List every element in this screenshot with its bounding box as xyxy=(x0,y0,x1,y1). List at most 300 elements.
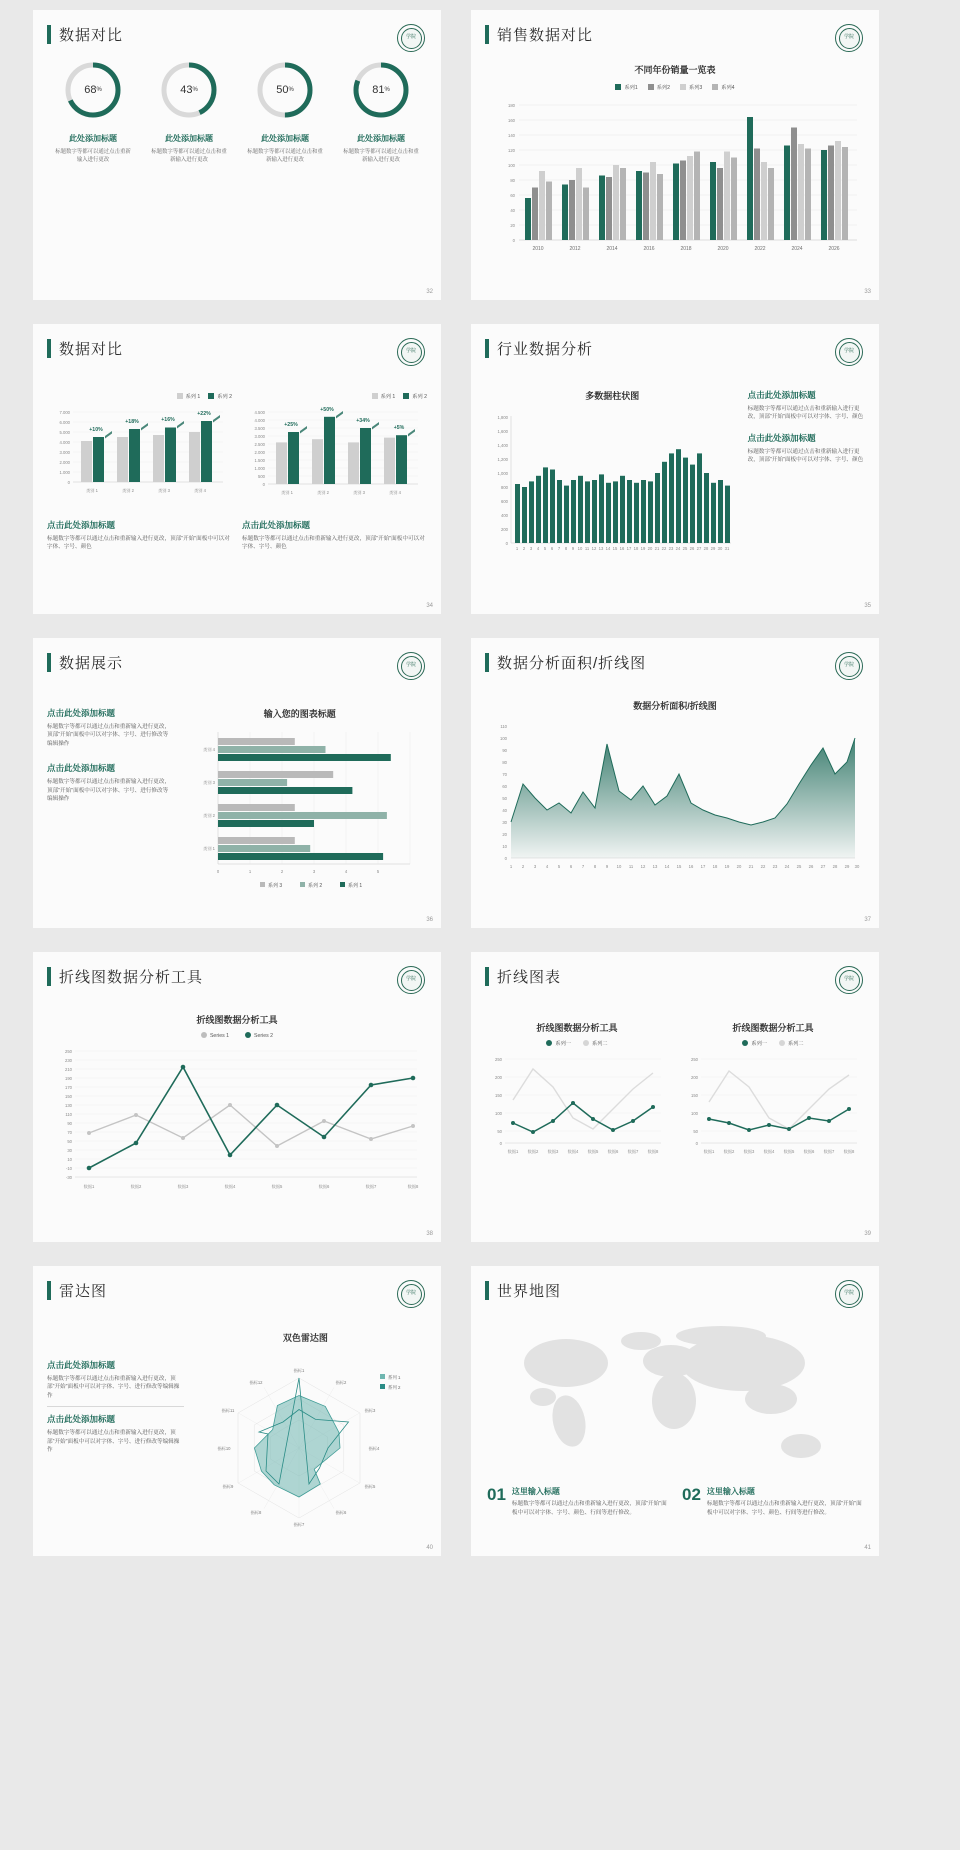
svg-text:数据5: 数据5 xyxy=(783,1149,795,1154)
caption-row xyxy=(33,515,441,552)
svg-text:+16%: +16% xyxy=(161,417,175,423)
svg-text:230: 230 xyxy=(65,1058,72,1063)
bar-chart xyxy=(242,400,422,510)
svg-text:数据6: 数据6 xyxy=(607,1149,619,1154)
caption-block xyxy=(242,519,427,552)
svg-text:8: 8 xyxy=(593,864,597,869)
svg-text:4: 4 xyxy=(545,864,549,869)
svg-text:130: 130 xyxy=(65,1103,72,1108)
svg-text:15: 15 xyxy=(676,864,682,869)
item-desc: 标题数字等都可以通过点击和重新输入进行更改，顶部“开始”面板中可以对字体、字号、颜色、行间等进行修改。 xyxy=(511,1501,667,1516)
school-logo-icon xyxy=(397,24,425,52)
svg-text:24: 24 xyxy=(784,864,790,869)
svg-text:40: 40 xyxy=(510,208,515,213)
text-block xyxy=(47,1413,184,1454)
donut-desc: 标题数字等都可以通过点击和重新输入进行更改 xyxy=(343,149,419,164)
page-title: 行业数据分析 xyxy=(497,341,594,358)
svg-text:600: 600 xyxy=(501,499,508,504)
number-item[interactable] xyxy=(487,1486,668,1517)
svg-text:类别 3: 类别 3 xyxy=(203,780,216,785)
svg-text:数据4: 数据4 xyxy=(763,1149,775,1154)
chart-column xyxy=(184,1331,427,1539)
svg-text:数据8: 数据8 xyxy=(647,1149,659,1154)
svg-text:20: 20 xyxy=(736,864,742,869)
growth-chart-left xyxy=(47,393,232,515)
svg-text:6: 6 xyxy=(569,864,573,869)
svg-text:150: 150 xyxy=(495,1093,502,1098)
svg-text:5: 5 xyxy=(543,546,547,551)
item-title: 这里输入标题 xyxy=(511,1487,560,1497)
svg-text:1,800: 1,800 xyxy=(497,415,508,420)
item-index: 01 xyxy=(487,1485,506,1505)
svg-text:26: 26 xyxy=(808,864,814,869)
multi-bar-chart xyxy=(485,408,735,568)
svg-text:1,600: 1,600 xyxy=(497,429,508,434)
slide-sales-comparison[interactable] xyxy=(471,10,879,300)
chart-title: 折线图数据分析工具 xyxy=(732,1023,814,1033)
svg-text:数据3: 数据3 xyxy=(177,1184,189,1189)
svg-text:26: 26 xyxy=(689,546,695,551)
svg-text:3: 3 xyxy=(529,546,533,551)
slide-number: 41 xyxy=(864,1545,871,1551)
school-logo-icon xyxy=(835,966,863,994)
svg-text:21: 21 xyxy=(654,546,660,551)
chart-column xyxy=(485,389,740,573)
slide-area-line-chart[interactable] xyxy=(471,638,879,928)
line-chart xyxy=(679,1047,861,1167)
svg-text:数据6: 数据6 xyxy=(803,1149,815,1154)
svg-text:7.000: 7.000 xyxy=(59,410,70,415)
svg-text:4.000: 4.000 xyxy=(59,440,70,445)
donut-desc: 标题数字等都可以通过点击和重新输入进行更改 xyxy=(151,149,227,164)
donut-value: 43 % xyxy=(180,84,198,96)
svg-text:110: 110 xyxy=(65,1112,72,1117)
svg-text:23: 23 xyxy=(772,864,778,869)
text-block xyxy=(47,1359,184,1400)
school-logo-icon xyxy=(397,1280,425,1308)
svg-text:10: 10 xyxy=(67,1157,72,1162)
svg-text:2022: 2022 xyxy=(754,246,766,252)
block-desc: 标题数字等都可以通过点击和重新输入进行更改，顶部“开始”面板中可以对字体、字号、进行修改等编辑操作 xyxy=(47,1430,180,1453)
slide-header xyxy=(33,1266,441,1301)
svg-text:170: 170 xyxy=(65,1085,72,1090)
svg-text:70: 70 xyxy=(502,772,507,777)
legend-item: 系列二 xyxy=(779,1040,804,1047)
chart-row xyxy=(471,1021,879,1172)
world-map-graphic xyxy=(471,1301,879,1533)
svg-text:250: 250 xyxy=(495,1057,502,1062)
svg-text:数据4: 数据4 xyxy=(567,1149,579,1154)
donut-chart xyxy=(62,59,124,121)
slide-header xyxy=(33,952,441,987)
radar-chart xyxy=(184,1344,414,1534)
school-logo-icon xyxy=(835,24,863,52)
slide-data-comparison-donuts[interactable] xyxy=(33,10,441,300)
svg-text:2018: 2018 xyxy=(680,246,692,252)
donut-item[interactable] xyxy=(147,59,231,165)
svg-text:0: 0 xyxy=(504,856,507,861)
chart-title: 数据分析面积/折线图 xyxy=(633,701,717,711)
page-title: 数据对比 xyxy=(59,341,124,358)
slide-header xyxy=(33,10,441,45)
donut-item[interactable] xyxy=(243,59,327,165)
svg-text:数据6: 数据6 xyxy=(318,1184,330,1189)
svg-text:系列 2: 系列 2 xyxy=(308,883,323,889)
svg-text:系列 2: 系列 2 xyxy=(387,1385,401,1390)
svg-text:数据2: 数据2 xyxy=(527,1149,539,1154)
svg-text:18: 18 xyxy=(633,546,639,551)
legend-item: 系列一 xyxy=(742,1040,767,1047)
svg-text:类别 2: 类别 2 xyxy=(203,813,216,818)
svg-text:+50%: +50% xyxy=(320,407,334,413)
block-desc: 标题数字等都可以通过点击和重新输入进行更改，顶部“开始”面板中可以对字体、字号、进行修改等编辑操作 xyxy=(47,779,171,802)
svg-text:5: 5 xyxy=(557,864,561,869)
svg-text:28: 28 xyxy=(703,546,709,551)
svg-text:1.000: 1.000 xyxy=(59,470,70,475)
svg-text:10: 10 xyxy=(616,864,622,869)
svg-text:13: 13 xyxy=(598,546,604,551)
donut-value: 68 % xyxy=(84,84,102,96)
logo-inner-text: 学院 xyxy=(401,1284,422,1305)
chart-title: 多数据柱状图 xyxy=(585,391,640,401)
svg-text:2012: 2012 xyxy=(569,246,581,252)
svg-text:9: 9 xyxy=(605,864,609,869)
svg-text:1: 1 xyxy=(249,869,252,874)
svg-text:1,400: 1,400 xyxy=(497,443,508,448)
svg-text:23: 23 xyxy=(668,546,674,551)
slide-line-analysis-tool[interactable] xyxy=(33,952,441,1242)
content-row xyxy=(33,699,441,899)
svg-text:16: 16 xyxy=(688,864,694,869)
donut-desc: 标题数字等都可以通过点击和重新输入进行更改 xyxy=(247,149,323,164)
svg-text:250: 250 xyxy=(691,1057,698,1062)
text-block xyxy=(47,762,172,803)
school-logo-icon xyxy=(835,338,863,366)
chart-legend xyxy=(33,1032,441,1039)
page-title: 数据分析面积/折线图 xyxy=(497,655,647,672)
donut-row xyxy=(33,45,441,165)
svg-text:4.500: 4.500 xyxy=(254,410,265,415)
block-desc: 标题数字等都可以通过点击和重新输入进行更改，顶部“开始”面板中可以对字体、字号、进行修改等编辑操作 xyxy=(47,724,171,747)
svg-text:20: 20 xyxy=(510,223,515,228)
chart-legend xyxy=(679,1040,867,1047)
svg-text:200: 200 xyxy=(495,1075,502,1080)
svg-text:60: 60 xyxy=(510,193,515,198)
block-desc: 标题数字等都可以通过点击和重新输入进行更改，顶部“开始”面板中可以对字体、字号、颜色 xyxy=(747,406,864,421)
svg-text:100: 100 xyxy=(691,1111,698,1116)
donut-chart xyxy=(254,59,316,121)
svg-text:指标12: 指标12 xyxy=(249,1380,263,1385)
svg-text:0: 0 xyxy=(67,480,70,485)
title-accent-bar xyxy=(485,25,489,44)
block-title: 点击此处添加标题 xyxy=(47,763,116,774)
legend-item: 系列二 xyxy=(583,1040,608,1047)
svg-text:4: 4 xyxy=(345,869,348,874)
svg-text:80: 80 xyxy=(502,760,507,765)
page-title: 折线图表 xyxy=(497,969,562,986)
svg-text:2.000: 2.000 xyxy=(59,460,70,465)
svg-text:17: 17 xyxy=(700,864,706,869)
svg-text:类别 4: 类别 4 xyxy=(203,747,216,752)
legend-item: 系列一 xyxy=(546,1040,571,1047)
svg-text:1: 1 xyxy=(509,864,513,869)
svg-text:800: 800 xyxy=(501,485,508,490)
logo-inner-text: 学院 xyxy=(839,656,860,677)
title-accent-bar xyxy=(485,1281,489,1300)
caption-desc: 标题数字等都可以通过点击和重新输入进行更改，顶部“开始”面板中可以对字体、字号、颜色 xyxy=(47,536,230,551)
svg-text:20: 20 xyxy=(502,832,507,837)
title-accent-bar xyxy=(485,653,489,672)
caption-title: 点击此处添加标题 xyxy=(242,520,311,530)
svg-text:-30: -30 xyxy=(65,1175,72,1180)
svg-text:指标5: 指标5 xyxy=(364,1484,376,1489)
legend-item: Series 2 xyxy=(245,1032,273,1039)
svg-text:数据3: 数据3 xyxy=(743,1149,755,1154)
text-column xyxy=(47,707,172,899)
block-title: 点击此处添加标题 xyxy=(47,1414,116,1425)
slide-header xyxy=(33,638,441,673)
svg-text:6.000: 6.000 xyxy=(59,420,70,425)
svg-text:29: 29 xyxy=(710,546,716,551)
svg-text:+34%: +34% xyxy=(356,418,370,424)
slide-header xyxy=(471,10,879,45)
svg-text:10: 10 xyxy=(577,546,583,551)
svg-text:数据1: 数据1 xyxy=(507,1149,519,1154)
slide-header xyxy=(471,324,879,359)
svg-text:0: 0 xyxy=(499,1141,502,1146)
svg-text:22: 22 xyxy=(760,864,766,869)
svg-text:14: 14 xyxy=(664,864,670,869)
title-accent-bar xyxy=(47,967,51,986)
caption-title: 点击此处添加标题 xyxy=(47,520,116,530)
slide-industry-analysis[interactable] xyxy=(471,324,879,614)
svg-text:7: 7 xyxy=(581,864,585,869)
svg-text:28: 28 xyxy=(832,864,838,869)
logo-inner-text: 学院 xyxy=(839,1284,860,1305)
svg-text:17: 17 xyxy=(626,546,632,551)
svg-text:100: 100 xyxy=(500,736,507,741)
svg-text:4.000: 4.000 xyxy=(254,418,265,423)
donut-item[interactable] xyxy=(51,59,135,165)
svg-text:-10: -10 xyxy=(65,1166,72,1171)
svg-text:50: 50 xyxy=(693,1129,698,1134)
svg-text:1,000: 1,000 xyxy=(497,471,508,476)
svg-text:7: 7 xyxy=(557,546,561,551)
svg-text:5: 5 xyxy=(377,869,380,874)
growth-chart-right xyxy=(242,393,427,515)
svg-text:2: 2 xyxy=(522,546,526,551)
caption-desc: 标题数字等都可以通过点击和重新输入进行更改，顶部“开始”面板中可以对字体、字号、颜色 xyxy=(242,536,425,551)
block-desc: 标题数字等都可以通过点击和重新输入进行更改，顶部“开始”面板中可以对字体、字号、进行修改等编辑操作 xyxy=(47,1376,180,1399)
svg-text:10: 10 xyxy=(502,844,507,849)
svg-text:数据2: 数据2 xyxy=(723,1149,735,1154)
slide-number: 40 xyxy=(426,1545,433,1551)
svg-text:4: 4 xyxy=(536,546,540,551)
donut-item[interactable] xyxy=(339,59,423,165)
svg-text:类别 1: 类别 1 xyxy=(86,488,98,493)
svg-text:类别 4: 类别 4 xyxy=(194,488,206,493)
svg-text:160: 160 xyxy=(508,118,515,123)
slide-number: 32 xyxy=(426,289,433,295)
svg-text:250: 250 xyxy=(65,1049,72,1054)
svg-text:180: 180 xyxy=(508,103,515,108)
page-title: 销售数据对比 xyxy=(497,27,594,44)
slide-radar-chart[interactable] xyxy=(33,1266,441,1556)
donut-title: 此处添加标题 xyxy=(357,134,405,143)
svg-text:400: 400 xyxy=(501,513,508,518)
svg-text:3: 3 xyxy=(533,864,537,869)
donut-value: 81 % xyxy=(372,84,390,96)
chart-legend xyxy=(483,1040,671,1047)
svg-text:数据1: 数据1 xyxy=(83,1184,95,1189)
slide-number: 37 xyxy=(864,917,871,923)
donut-chart xyxy=(158,59,220,121)
page-title: 折线图数据分析工具 xyxy=(59,969,204,986)
svg-text:+22%: +22% xyxy=(197,411,211,417)
slide-world-map[interactable] xyxy=(471,1266,879,1556)
svg-text:200: 200 xyxy=(501,527,508,532)
svg-text:18: 18 xyxy=(712,864,718,869)
svg-text:0: 0 xyxy=(695,1141,698,1146)
svg-text:3.500: 3.500 xyxy=(254,426,265,431)
slide-header xyxy=(471,1266,879,1301)
legend-item: 系列 1 xyxy=(372,393,396,400)
svg-text:指标3: 指标3 xyxy=(364,1408,376,1413)
horizontal-bar-chart xyxy=(172,724,422,894)
legend-item: 系列 2 xyxy=(208,393,232,400)
svg-text:50: 50 xyxy=(497,1129,502,1134)
mini-chart-row xyxy=(33,381,441,515)
svg-text:11: 11 xyxy=(628,864,634,869)
title-accent-bar xyxy=(485,967,489,986)
svg-text:2020: 2020 xyxy=(717,246,729,252)
svg-text:19: 19 xyxy=(640,546,646,551)
svg-text:指标7: 指标7 xyxy=(293,1522,305,1527)
svg-text:29: 29 xyxy=(844,864,850,869)
number-item[interactable] xyxy=(682,1486,863,1517)
chart-title: 不同年份销量一览表 xyxy=(634,65,716,75)
title-accent-bar xyxy=(47,653,51,672)
svg-text:16: 16 xyxy=(619,546,625,551)
svg-text:140: 140 xyxy=(508,133,515,138)
svg-text:指标4: 指标4 xyxy=(368,1446,380,1451)
svg-text:指标10: 指标10 xyxy=(217,1446,231,1451)
svg-text:14: 14 xyxy=(605,546,611,551)
svg-text:+5%: +5% xyxy=(393,425,405,431)
svg-text:2: 2 xyxy=(281,869,284,874)
svg-text:2014: 2014 xyxy=(606,246,618,252)
slide-number: 36 xyxy=(426,917,433,923)
svg-text:1.000: 1.000 xyxy=(254,466,265,471)
bar-chart xyxy=(47,400,227,510)
donut-title: 此处添加标题 xyxy=(69,134,117,143)
svg-text:15: 15 xyxy=(612,546,618,551)
chart-title: 输入您的图表标题 xyxy=(263,709,336,719)
svg-text:类别 1: 类别 1 xyxy=(203,846,216,851)
slide-number: 33 xyxy=(864,289,871,295)
svg-text:数据2: 数据2 xyxy=(130,1184,142,1189)
school-logo-icon xyxy=(397,338,425,366)
line-chart-left xyxy=(483,1021,671,1172)
school-logo-icon xyxy=(397,966,425,994)
chart-title: 折线图数据分析工具 xyxy=(536,1023,618,1033)
donut-chart xyxy=(350,59,412,121)
slide-data-display[interactable] xyxy=(33,638,441,928)
svg-text:100: 100 xyxy=(508,163,515,168)
legend-item: 系列4 xyxy=(712,84,734,91)
slide-data-comparison-growth[interactable] xyxy=(33,324,441,614)
item-desc: 标题数字等都可以通过点击和重新输入进行更改，顶部“开始”面板中可以对字体、字号、颜色、行间等进行修改。 xyxy=(706,1501,862,1516)
svg-text:数据3: 数据3 xyxy=(547,1149,559,1154)
line-chart xyxy=(483,1047,665,1167)
page-title: 世界地图 xyxy=(497,1283,562,1300)
legend-item: 系列 2 xyxy=(403,393,427,400)
svg-text:150: 150 xyxy=(691,1093,698,1098)
svg-text:类别 2: 类别 2 xyxy=(122,488,134,493)
svg-text:25: 25 xyxy=(796,864,802,869)
title-accent-bar xyxy=(47,1281,51,1300)
legend-item: 系列1 xyxy=(615,84,637,91)
svg-text:24: 24 xyxy=(675,546,681,551)
item-index: 02 xyxy=(682,1485,701,1505)
svg-text:5.000: 5.000 xyxy=(59,430,70,435)
svg-text:500: 500 xyxy=(258,474,265,479)
svg-text:1,200: 1,200 xyxy=(497,457,508,462)
slide-line-charts-pair[interactable] xyxy=(471,952,879,1242)
svg-text:数据7: 数据7 xyxy=(627,1149,639,1154)
donut-value: 50 % xyxy=(276,84,294,96)
text-column xyxy=(47,1331,184,1539)
block-title: 点击此处添加标题 xyxy=(47,1360,116,1370)
legend-item: 系列3 xyxy=(680,84,702,91)
logo-inner-text: 学院 xyxy=(839,28,860,49)
svg-text:110: 110 xyxy=(500,724,507,729)
svg-text:+10%: +10% xyxy=(89,427,103,433)
svg-text:类别 4: 类别 4 xyxy=(389,490,401,495)
number-items xyxy=(487,1486,863,1517)
logo-inner-text: 学院 xyxy=(401,656,422,677)
svg-text:20: 20 xyxy=(647,546,653,551)
svg-text:200: 200 xyxy=(691,1075,698,1080)
svg-text:2024: 2024 xyxy=(791,246,803,252)
item-title: 这里输入标题 xyxy=(706,1487,755,1497)
svg-text:系列 1: 系列 1 xyxy=(348,883,363,889)
title-accent-bar xyxy=(485,339,489,358)
svg-text:12: 12 xyxy=(591,546,597,551)
donut-desc: 标题数字等都可以通过点击重新输入进行更改 xyxy=(55,149,131,164)
svg-text:19: 19 xyxy=(724,864,730,869)
svg-text:30: 30 xyxy=(502,820,507,825)
svg-text:系列 3: 系列 3 xyxy=(268,883,283,889)
line-chart-right xyxy=(679,1021,867,1172)
svg-text:31: 31 xyxy=(724,546,730,551)
svg-text:80: 80 xyxy=(510,178,515,183)
svg-text:数据5: 数据5 xyxy=(271,1184,283,1189)
svg-text:8: 8 xyxy=(564,546,568,551)
page-title: 数据展示 xyxy=(59,655,124,672)
legend-item: Series 1 xyxy=(201,1032,229,1039)
svg-text:100: 100 xyxy=(495,1111,502,1116)
svg-text:指标8: 指标8 xyxy=(250,1510,262,1515)
svg-text:+25%: +25% xyxy=(284,422,298,428)
svg-text:27: 27 xyxy=(696,546,702,551)
school-logo-icon xyxy=(835,652,863,680)
svg-text:2026: 2026 xyxy=(828,246,840,252)
svg-text:2.500: 2.500 xyxy=(254,442,265,447)
block-title: 点击此处添加标题 xyxy=(747,432,816,443)
page-title: 雷达图 xyxy=(59,1283,108,1300)
logo-inner-text: 学院 xyxy=(401,342,422,363)
